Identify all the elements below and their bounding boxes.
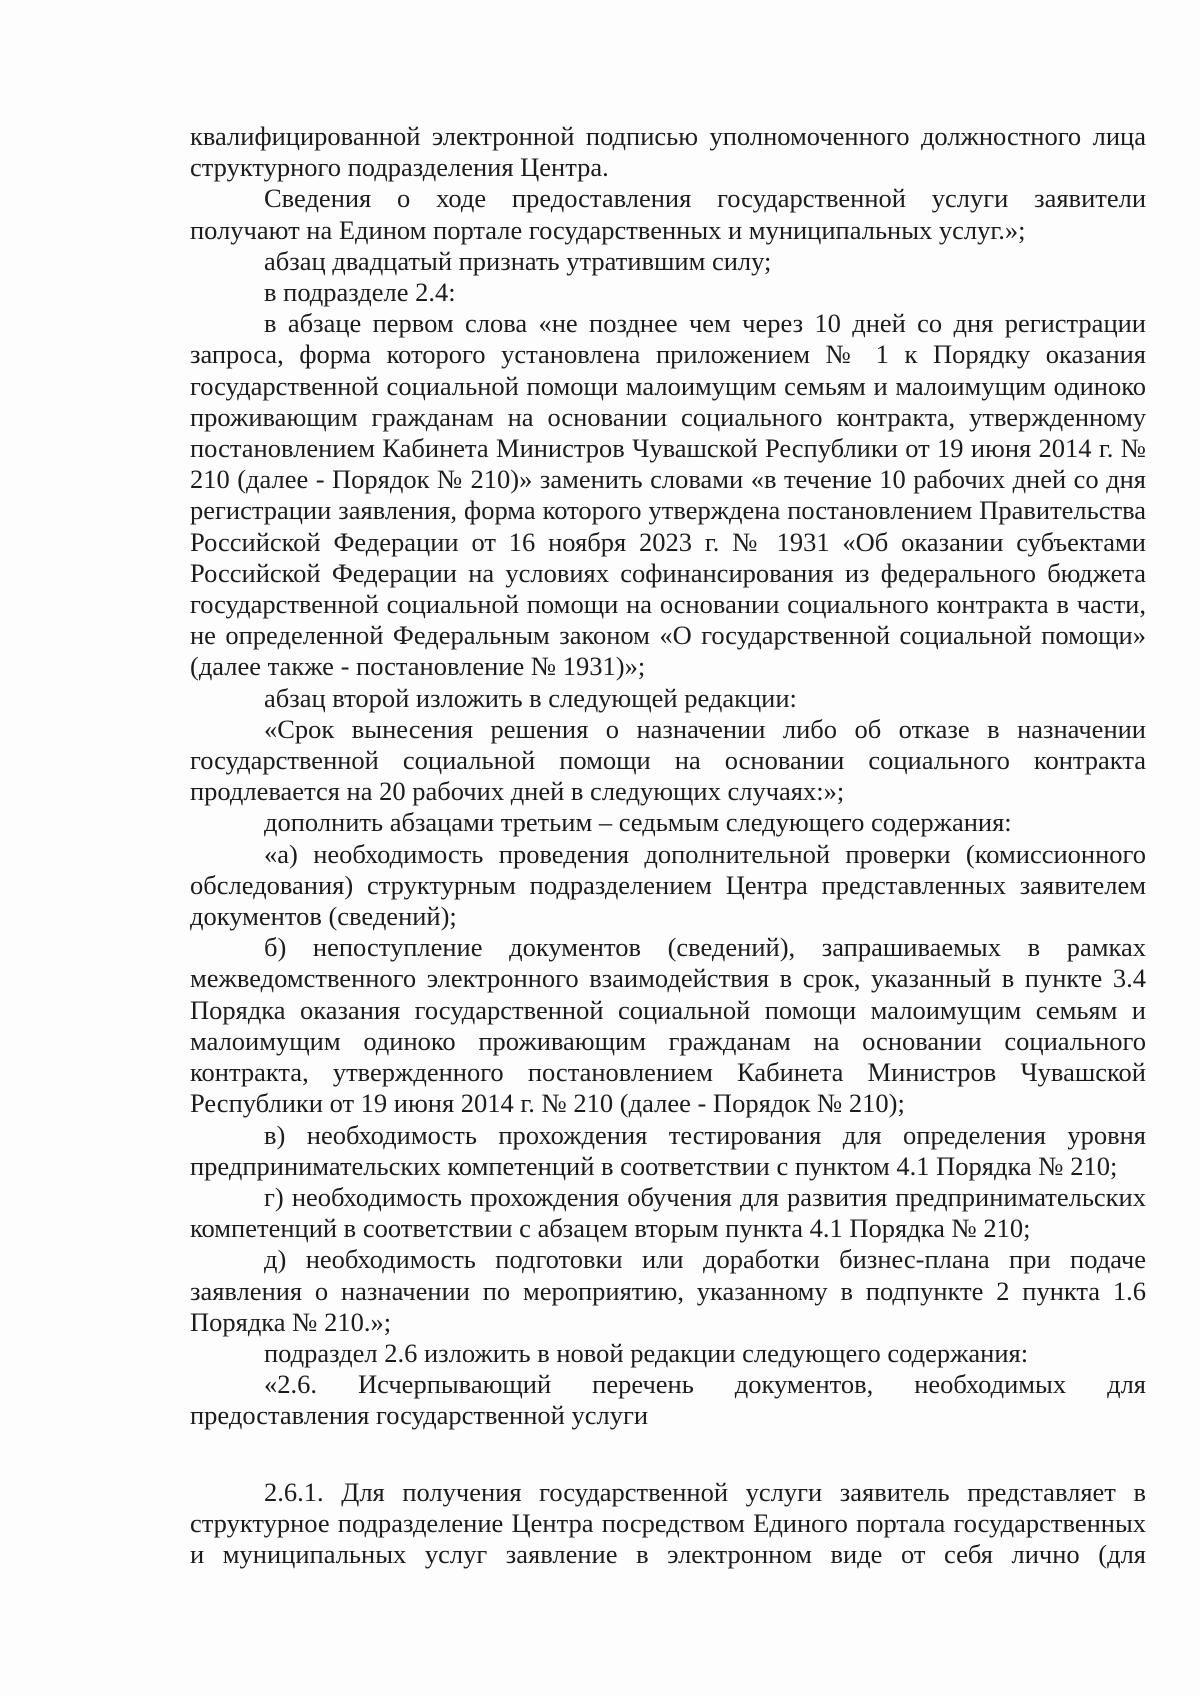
paragraph-5: в абзаце первом слова «не позднее чем через 10 дней со дня регистрации запроса, форма которого установлена приложением № 1 к Порядку оказания государственной социальной помощи малоимущим семьям и малоимущим одиноко проживающим гражданам на основании социального контракта, утвержденному постановлением Кабинета Министров Чувашской Республики от 19 июня 2014 г. № 210 (далее - Порядок № 210)» заменить словами «в течение 10 рабочих дней со дня регистрации заявления, форма которого утверждена постановлением Правительства Российской Федерации от 16 ноября 2023 г. № 1931 «Об оказании субъектами Российской Федерации на условиях софинансирования из федерального бюджета государственной социальной помощи на основании социального контракта в части, не определенной Федеральным законом «О государственной социальной помощи» (далее также - постановление № 1931)»; [190, 308, 1146, 682]
section-heading-2-6: «2.6. Исчерпывающий перечень документов, необходимых для предоставления государственной услуги [190, 1369, 1146, 1431]
paragraph-1: квалифицированной электронной подписью уполномоченного должностного лица структурного подразделения Центра. [190, 121, 1146, 183]
paragraph-10: б) непоступление документов (сведений), запрашиваемых в рамках межведомственного электронного взаимодействия в срок, указанный в пункте 3.4 Порядка оказания государственной социальной помощи малоимущим семьям и малоимущим одиноко проживающим гражданам на основании социального контракта, утвержденного постановлением Кабинета Министров Чувашской Республики от 19 июня 2014 г. № 210 (далее - Порядок № 210); [190, 932, 1146, 1119]
paragraph-14: подраздел 2.6 изложить в новой редакции следующего содержания: [264, 1337, 1029, 1368]
paragraph-2-6-1: 2.6.1. Для получения государственной услуги заявитель представляет в структурное подразделение Центра посредством Единого портала государственных и муниципальных услуг заявление в электронном виде от себя лично (для [190, 1476, 1146, 1569]
paragraph-3: абзац двадцатый признать утратившим силу; [264, 245, 772, 276]
paragraph-12: г) необходимость прохождения обучения для развития предпринимательских компетенций в соответствии с абзацем вторым пункта 4.1 Порядка № 210; [190, 1181, 1146, 1244]
section-gap [190, 1432, 1146, 1477]
paragraph-9: «а) необходимость проведения дополнительной проверки (комиссионного обследования) структурным подразделением Центра представленных заявителем документов (сведений); [190, 838, 1146, 932]
paragraph-13: д) необходимость подготовки или доработки бизнес-плана при подаче заявления о назначении по мероприятию, указанному в подпункте 2 пункта 1.6 Порядка № 210.»; [190, 1244, 1146, 1337]
document-body [190, 121, 1146, 1570]
paragraph-6: абзац второй изложить в следующей редакции: [264, 682, 797, 713]
paragraph-4: в подразделе 2.4: [264, 277, 456, 308]
paragraph-11: в) необходимость прохождения тестирования для определения уровня предпринимательских компетенций в соответствии с пунктом 4.1 Порядка № 210; [190, 1119, 1146, 1181]
paragraph-7: «Срок вынесения решения о назначении либо об отказе в назначении государственной социальной помощи на основании социального контракта продлевается на 20 рабочих дней в следующих случаях:»; [190, 713, 1146, 807]
paragraph-8: дополнить абзацами третьим – седьмым следующего содержания: [264, 807, 1012, 838]
paragraph-2: Сведения о ходе предоставления государственной услуги заявители получают на Едином портале государственных и муниципальных услуг.»; [190, 183, 1146, 245]
